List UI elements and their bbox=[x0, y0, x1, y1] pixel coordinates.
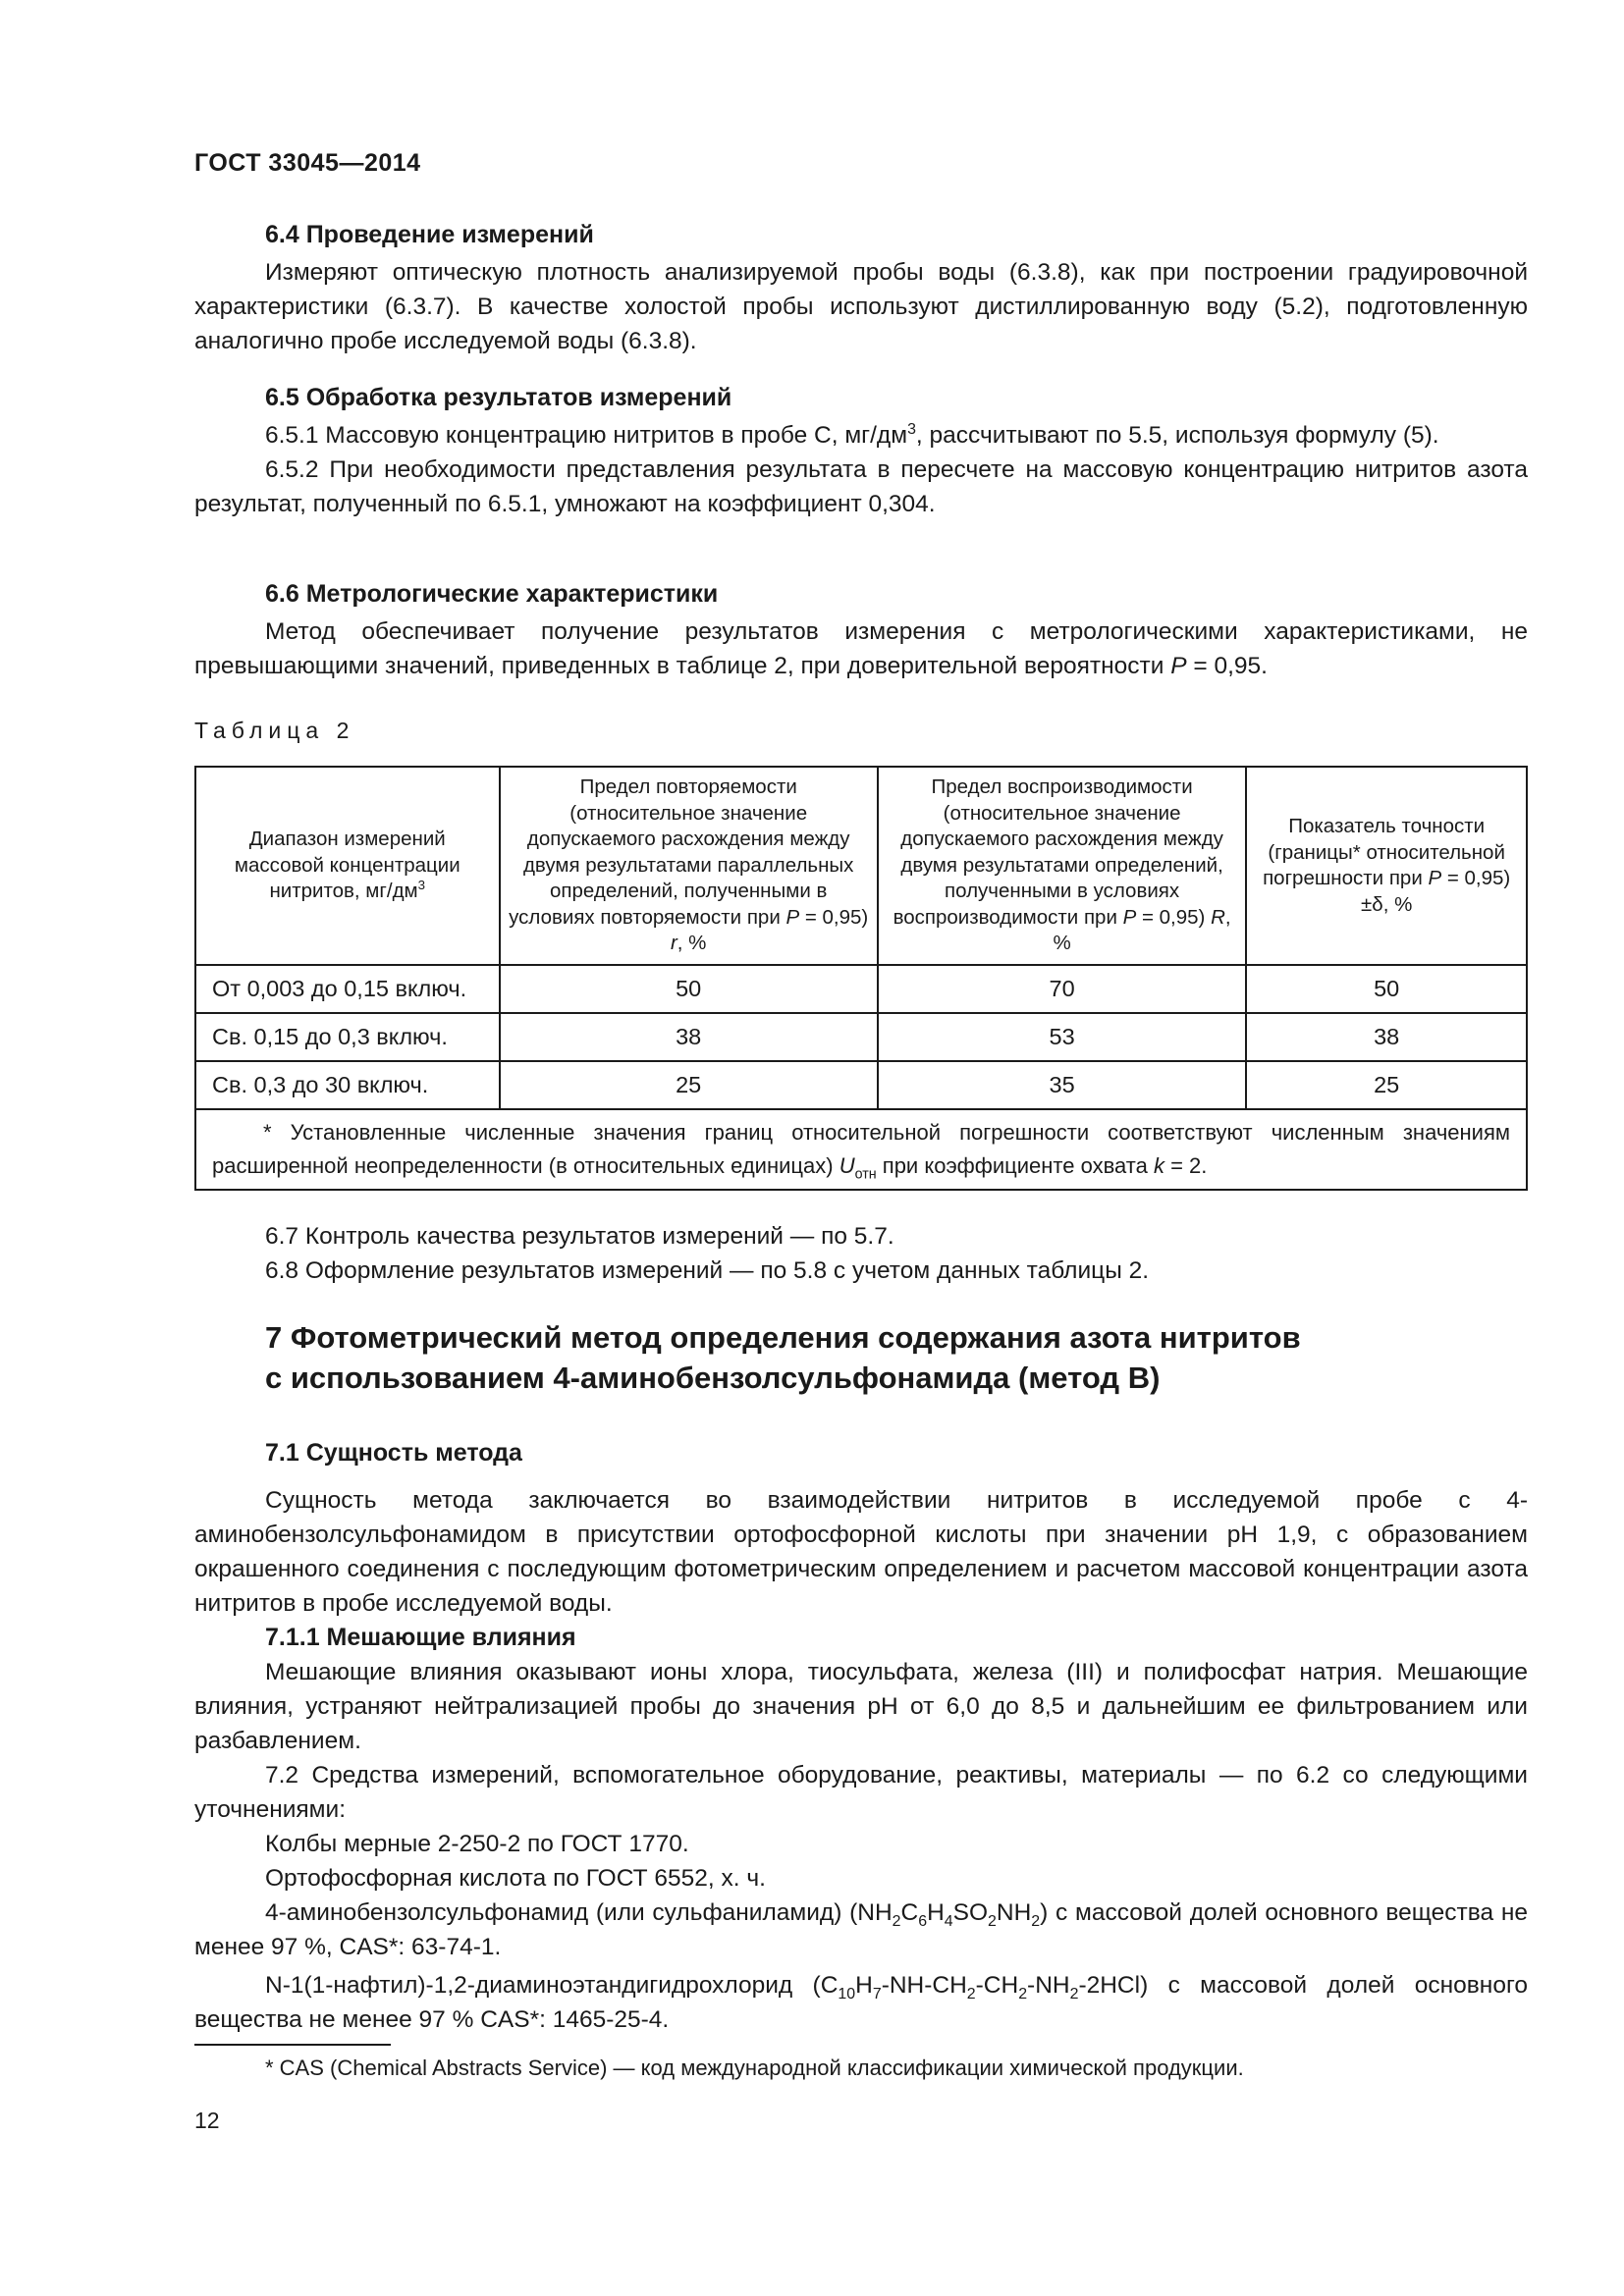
cell-r: 50 bbox=[500, 965, 878, 1013]
section-6-4 bbox=[194, 218, 1528, 358]
table-note: * Установленные численные значения границ относительной погрешности соответствуют численным значениям расширенной неопределенности (в относительных единицах) $U_{отн}$ при коэффициенте охвата k = 2. bbox=[195, 1109, 1527, 1190]
section-6-5 bbox=[194, 381, 1528, 521]
list-item: 4-аминобензолсульфонамид (или сульфаниламид) $(NH_2C_6H_4SO_2NH_2)$ с массовой долей основного вещества не менее 97 %, CAS*: 63-74-1. bbox=[194, 1899, 1528, 1960]
section-7-title-line-1: 7 Фотометрический метод определения содержания азота нитритов bbox=[265, 1320, 1301, 1355]
table-row bbox=[195, 965, 1527, 1013]
cell-delta: 50 bbox=[1246, 965, 1527, 1013]
table-header-row bbox=[195, 767, 1527, 965]
section-6-6-title: 6.6 Метрологические характеристики bbox=[265, 580, 719, 608]
section-6-5-2-text: 6.5.2 При необходимости представления результата в пересчете на массовую концентрацию нитритов азота результат, полученный по 6.5.1, умножают на коэффициент 0,304. bbox=[194, 456, 1528, 517]
header-repeatability: Предел повторяемости (относительное значение допускаемого расхождения между двумя результатами параллельных определений, полученными в условиях повторяемости при P = 0,95) r, % bbox=[500, 767, 878, 965]
section-6-8-text: 6.8 Оформление результатов измерений — по 5.8 с учетом данных таблицы 2. bbox=[265, 1257, 1150, 1284]
cell-R: 70 bbox=[878, 965, 1246, 1013]
table-row bbox=[195, 1013, 1527, 1061]
section-7-title-line-2: с использованием 4-аминобензолсульфонамида (метод В) bbox=[265, 1361, 1161, 1395]
section-7-1 bbox=[194, 1436, 1528, 2037]
document-code: ГОСТ 33045—2014 bbox=[194, 149, 421, 177]
list-item: N-1(1-нафтил)-1,2-диаминоэтандигидрохлорид $(C_{10}H_7-NH-CH_2-CH_2-NH_2-2HCl)$ с массовой долей основного вещества не менее 97 % CAS*: 1465-25-4. bbox=[194, 1972, 1528, 2033]
table-row bbox=[195, 1061, 1527, 1109]
section-6-4-title: 6.4 Проведение измерений bbox=[265, 221, 594, 248]
table-caption: Таблица 2 bbox=[194, 718, 355, 743]
cell-R: 35 bbox=[878, 1061, 1246, 1109]
section-6-7-6-8 bbox=[194, 1219, 1528, 1288]
section-7-1-title: 7.1 Сущность метода bbox=[265, 1439, 522, 1467]
cell-range: Св. 0,3 до 30 включ. bbox=[195, 1061, 500, 1109]
section-7-1-1-title: 7.1.1 Мешающие влияния bbox=[265, 1624, 576, 1651]
section-6-6-text: Метод обеспечивает получение результатов измерения с метрологическими характеристиками, не превышающими значений, приведенных в таблице 2, при доверительной вероятности P = 0,95. bbox=[194, 618, 1528, 679]
section-7-1-1-text: Мешающие влияния оказывают ионы хлора, тиосульфата, железа (III) и полифосфат натрия. Мешающие влияния, устраняют нейтрализацией пробы до значения pH от 6,0 до 8,5 и дальнейшим ее фильтрованием или разбавлением. bbox=[194, 1659, 1528, 1754]
cell-r: 38 bbox=[500, 1013, 878, 1061]
table-2 bbox=[194, 766, 1528, 1191]
section-6-7-text: 6.7 Контроль качества результатов измерений — по 5.7. bbox=[265, 1223, 894, 1250]
header-reproducibility: Предел воспроизводимости (относительное значение допускаемого расхождения между двумя результатами определений, полученными в условиях воспроизводимости при P = 0,95) R, % bbox=[878, 767, 1246, 965]
footnote: * CAS (Chemical Abstracts Service) — код международной классификации химической продукции. bbox=[265, 2056, 1244, 2080]
cell-r: 25 bbox=[500, 1061, 878, 1109]
header-range: Диапазон измерений массовой концентрации нитритов, $мг/дм^3$ bbox=[195, 767, 500, 965]
list-item: Колбы мерные 2-250-2 по ГОСТ 1770. bbox=[265, 1831, 689, 1857]
section-7-2-text: 7.2 Средства измерений, вспомогательное оборудование, реактивы, материалы — по 6.2 со следующими уточнениями: bbox=[194, 1762, 1528, 1823]
section-6-5-1-text: 6.5.1 Массовую концентрацию нитритов в пробе С, $мг/дм^3$, рассчитывают по 5.5, используя формулу (5). bbox=[265, 420, 1439, 449]
section-6-6 bbox=[194, 577, 1528, 683]
cell-delta: 25 bbox=[1246, 1061, 1527, 1109]
section-6-5-title: 6.5 Обработка результатов измерений bbox=[265, 384, 732, 411]
cell-range: От 0,003 до 0,15 включ. bbox=[195, 965, 500, 1013]
cell-delta: 38 bbox=[1246, 1013, 1527, 1061]
section-6-4-text: Измеряют оптическую плотность анализируемой пробы воды (6.3.8), как при построении градуировочной характеристики (6.3.7). В качестве холостой пробы используют дистиллированную воду (5.2), подготовленную аналогично пробе исследуемой воды (6.3.8). bbox=[194, 259, 1528, 354]
cell-range: Св. 0,15 до 0,3 включ. bbox=[195, 1013, 500, 1061]
footnote-divider bbox=[194, 2044, 391, 2046]
section-7-1-text: Сущность метода заключается во взаимодействии нитритов в исследуемой пробе с 4-аминобензолсульфонамидом в присутствии ортофосфорной кислоты при значении pH 1,9, с образованием окрашенного соединения с последующим фотометрическим определением и расчетом массовой концентрации азота нитритов в пробе исследуемой воды. bbox=[194, 1487, 1528, 1617]
table-note-row bbox=[195, 1109, 1527, 1190]
cell-R: 53 bbox=[878, 1013, 1246, 1061]
list-item: Ортофосфорная кислота по ГОСТ 6552, х. ч. bbox=[265, 1865, 766, 1892]
section-7 bbox=[194, 1317, 1528, 1398]
header-accuracy: Показатель точности (границы* относительной погрешности при P = 0,95) ±δ, % bbox=[1246, 767, 1527, 965]
page-number: 12 bbox=[194, 2108, 220, 2133]
